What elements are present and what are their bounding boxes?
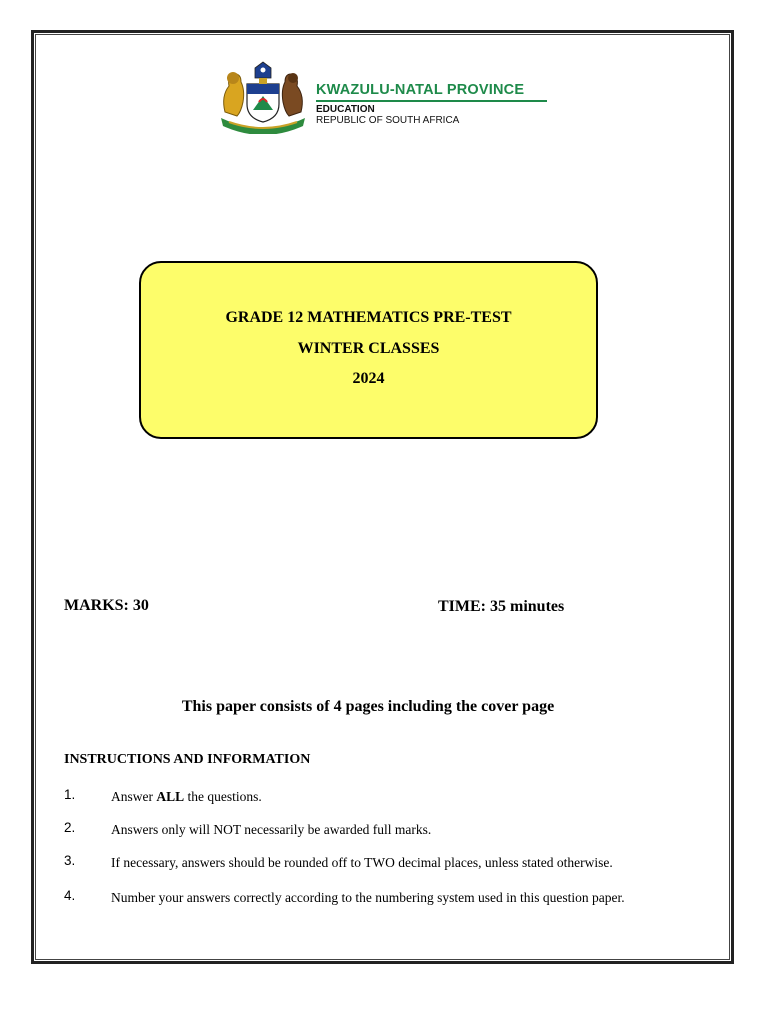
coat-of-arms-icon [215,60,311,134]
instruction-item: Answer ALL the questions. [111,789,262,804]
department-name: EDUCATION [316,104,375,115]
instruction-item: Number your answers correctly according to the numbering system used in this question paper. [111,890,625,905]
instruction-item: Answers only will NOT necessarily be awarded full marks. [111,822,432,837]
header-divider [316,100,547,102]
exam-title: GRADE 12 MATHEMATICS PRE-TEST [225,309,512,326]
instruction-item: If necessary, answers should be rounded off to TWO decimal places, unless stated otherwise. [111,855,613,870]
emphasis-all: ALL [156,789,185,804]
province-name: KWAZULU-NATAL PROVINCE [316,82,525,98]
session-name: WINTER CLASSES [297,340,440,357]
instruction-number: 3. [64,853,76,868]
instruction-number: 2. [64,820,76,835]
exam-year: 2024 [352,370,385,387]
instruction-number: 1. [64,787,76,802]
country-name: REPUBLIC OF SOUTH AFRICA [316,115,460,126]
total-marks: MARKS: 30 [64,597,149,614]
title-box [139,261,598,439]
time-allowed: TIME: 35 minutes [438,598,565,615]
instructions-heading: INSTRUCTIONS AND INFORMATION [64,752,311,767]
instruction-number: 4. [64,888,76,903]
page-count-note: This paper consists of 4 pages including the cover page [181,698,555,715]
department-logo [215,60,555,136]
